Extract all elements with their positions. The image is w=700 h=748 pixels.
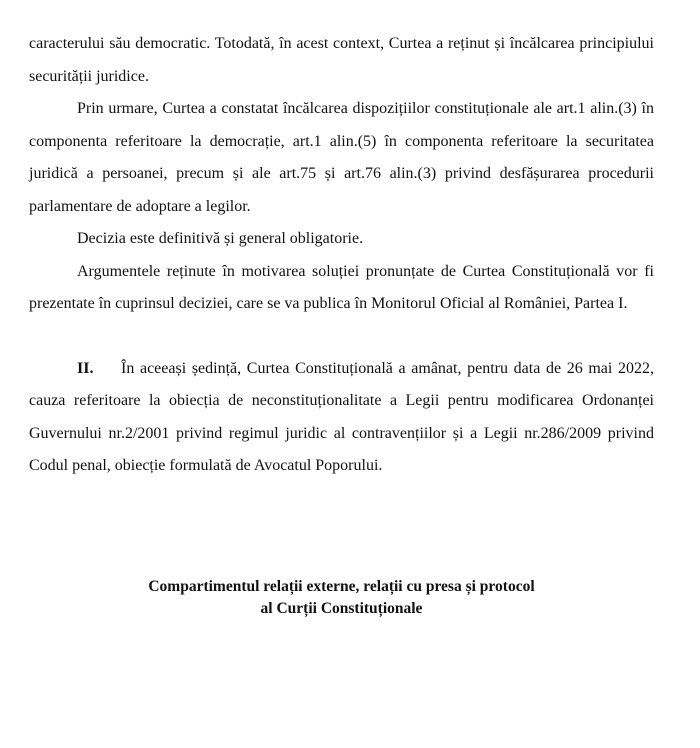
signature-block (29, 576, 654, 620)
signature-line-2: al Curții Constituționale (260, 600, 423, 617)
paragraph-arguments: Argumentele reținute în motivarea soluției pronunțate de Curtea Constituțională vor fi prezentate în cuprinsul deciziei, care se va publica în Monitorul Oficial al României, Partea I. (29, 262, 654, 312)
paragraph-conclusion: Prin urmare, Curtea a constatat încălcarea dispozițiilor constituționale ale art.1 alin.(3) în componenta referitoare la democrație, art.1 alin.(5) în componenta referitoare la securitatea juridică a persoanei, precum și ale art.75 și art.76 alin.(3) privind desfășurarea procedurii parlamentare de adoptare a legilor. (29, 100, 654, 215)
signature-line-1: Compartimentul relații externe, relații cu presa și protocol (148, 578, 535, 595)
section-number: II. (77, 359, 94, 377)
section-text: În aceeași ședință, Curtea Constituțională a amânat, pentru data de 26 mai 2022, cauza referitoare la obiecția de neconstituționalitate a Legii pentru modificarea Ordonanței Guvernului nr.2/2001 privind regimul juridic al contravențiilor și a Legii nr.286/2009 privind Codul penal, obiecție formulată de Avocatul Poporului. (29, 359, 654, 474)
paragraph-continuation: caracterului său democratic. Totodată, în acest context, Curtea a reținut și încălcarea principiului securității juridice. (29, 35, 654, 85)
section-spacer (29, 321, 654, 353)
section-ii (29, 353, 654, 483)
paragraph-decision-final: Decizia este definitivă și general obligatorie. (77, 230, 364, 247)
document-body (29, 28, 654, 483)
